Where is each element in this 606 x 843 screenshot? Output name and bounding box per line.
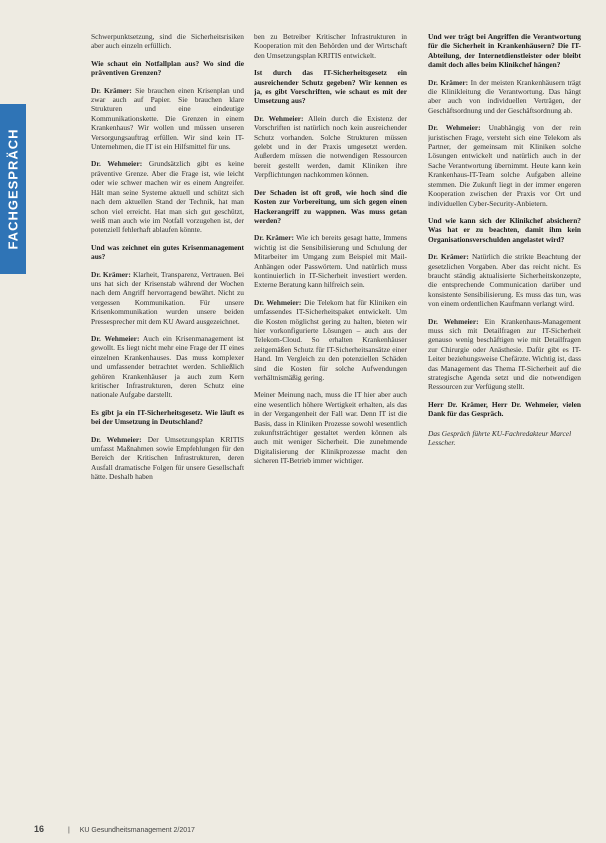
interview-question: Und was zeichnet ein gutes Krisenmanagement aus? [91, 242, 244, 262]
interview-question: Herr Dr. Krämer, Herr Dr. Wehmeier, vielen Dank für das Gespräch. [428, 399, 581, 419]
answer-text: Wie ich bereits gesagt hatte, Immens wichtig ist die Sensibilisierung und Schulung der Mitarbeiter im Umgang zum Beispiel mit Mail-Anhängen oder Passwörtern. Und natürlich muss kontinuierlich in IT-Sicherheit investiert werden. Externe Beratung kann hilfreich sein. [254, 233, 407, 290]
answer-text: Natürlich die strikte Beachtung der gesetzlichen Vorgaben. Aber das reicht nicht. Es braucht ständig aktualisierte Sicherheitskonzepte, die entsprechende Communication darüber und konsistente Sensibilisierung. Es muss das tun, was von einem ordentlichen Kaufmann verlangt wird. [428, 252, 581, 309]
interview-answer [428, 252, 581, 308]
interview-question: Wie schaut ein Notfallplan aus? Wo sind die präventiven Grenzen? [91, 58, 244, 78]
section-sidebar [0, 0, 36, 843]
interview-question: Und wer trägt bei Angriffen die Verantwortung für die Sicherheit in Krankenhäusern? Die IT-Abteilung, der Internetdienstleister oder bleibt damit doch alles beim Klinikchef hängen? [428, 32, 581, 70]
speaker-name: Dr. Krämer: [428, 77, 469, 87]
interview-answer [428, 317, 581, 392]
interview-answer [254, 32, 407, 60]
speaker-name: Dr. Krämer: [91, 85, 132, 95]
interview-answer [91, 334, 244, 400]
text-column-3 [428, 32, 581, 802]
interview-answer [91, 32, 244, 51]
answer-text: Allein durch die Existenz der Vorschriften ist natürlich noch kein ausreichender Schutz vorhanden. Solche Strukturen müssen gelebt und in der Praxis umgesetzt werden. Außerdem müssen die notwendigen Ressourcen bereit gestellt werden, damit Kliniken ihre Verpflichtungen nachkommen können. [254, 113, 407, 180]
speaker-name: Dr. Wehmeier: [428, 316, 479, 326]
answer-text: Unabhängig von der rein juristischen Frage, versteht sich eine Telekom als Partner, der gemeinsam mit Kliniken solche Lösungen entwickelt und natürlich auch in der Sache Verantwortung übernimmt. Heute kann kein Krankenhaus-IT-Team solche Aufgaben alleine stemmen. Die Zukunft liegt in der immer engeren Kooperation zwischen der Praxis vor Ort und individuellen Cyber-Security-Anbietern. [428, 123, 581, 208]
answer-text: Schwerpunktsetzung, sind die Sicherheitsrisiken aber auch einzeln erfüllich. [91, 32, 244, 51]
interview-question: Es gibt ja ein IT-Sicherheitsgesetz. Wie läuft es bei der Umsetzung in Deutschland? [91, 407, 244, 427]
answer-text: In der meisten Krankenhäusern trägt die Klinikleitung die Verantwortung. Das hängt aber auch von individuellen Verträgen, der Geschäftsordnung und der Geschäftsordnung ab. [428, 77, 581, 115]
interview-answer [254, 390, 407, 465]
section-label: FACHGESPRÄCH [5, 128, 21, 250]
text-column-1 [91, 32, 244, 802]
speaker-name: Dr. Krämer: [91, 269, 131, 279]
interview-question: Der Schaden ist oft groß, wie hoch sind die Kosten zur Vorbereitung, um sich gegen einen Hackerangriff zu wappnen. Was muss getan werden? [254, 187, 407, 225]
speaker-name: Dr. Wehmeier: [91, 333, 140, 343]
answer-text: Auch ein Krisenmanagement ist gewollt. Es liegt nicht mehr eine Frage der IT eines einzelnen Krankenhauses. Das muss komplexer und umfassender betrachtet werden. Schließlich gehören Krankenhäuser ja auch zum Kern kritischer Infrastrukturen, deren Schutz eine nationale Aufgabe darstellt. [91, 333, 244, 400]
answer-text: Sie brauchen einen Krisenplan und zwar auch auf Papier. Sie brauchen klare Strukturen und eine eindeutige Kommunikationskette. Die Grenzen in einem Krankenhaus? Wir wollen und müssen unseren Versorgungsauftrag erfüllen. Wir sind kein IT-Unternehmen, die IT ist ein Hilfsmittel für uns. [91, 85, 244, 152]
interview-answer [91, 159, 244, 234]
answer-text: Meiner Meinung nach, muss die IT hier aber auch eine wesentlich höhere Wertigkeit erhalten, als das in der Vergangenheit der Fall war. Denn IT ist die Basis, dass in Kliniken Prozesse sowohl wesentlich zukunftsträchtiger gestaltet werden können als auch mit weniger Sicherheit. Die zunehmende Digitalisierung der Klinikprozesse macht den sicheren IT-Betrieb immer wichtiger. [254, 390, 407, 466]
interview-answer [254, 233, 407, 289]
answer-text: Die Telekom hat für Kliniken ein umfassendes IT-Sicherheitspaket entwickelt. Um die Kosten möglichst gering zu halten, bieten wir hier vorkonfigurierte Lösungen – auch aus der Telekom-Cloud. So erhalten Krankenhäuser zeitgemäßen Schutz für IT-Sicherheitsansätze einer Hand. Im Vergleich zu den potenziellen Schäden sind die Kosten für solche Aufwendungen verhältnismäßig gering. [254, 297, 407, 382]
interview-answer [91, 86, 244, 152]
interview-question: Und wie kann sich der Klinikchef absichern? Was hat er zu beachten, damit ihm kein Organisationsverschulden angelastet wird? [428, 215, 581, 244]
speaker-name: Dr. Wehmeier: [428, 123, 481, 133]
answer-text: Ein Krankenhaus-Management muss sich mit Detailfragen zur IT-Sicherheit genauso wenig beschäftigen wie mit Detailfragen zur Chirurgie oder Anästhesie. Dafür gibt es IT-Leiter beziehungsweise Chefärzte. Wichtig ist, dass das Management das Thema IT-Sicherheit auf die strategische Agenda setzt und die notwendigen Ressourcen zur Verfügung stellt. [428, 316, 581, 392]
answer-text: ben zu Betreiber Kritischer Infrastrukturen in Kooperation mit den Behörden und der Wirtschaft den Umsetzungsplan KRITIS entwickelt. [254, 32, 407, 60]
interview-question: Ist durch das IT-Sicherheitsgesetz ein ausreichender Schutz gegeben? Wir kennen es ja, es gibt Vorschriften, wie schaut es mit der Umsetzung aus? [254, 68, 407, 106]
speaker-name: Dr. Krämer: [428, 252, 469, 262]
answer-text: Der Umsetzungsplan KRITIS umfasst Maßnahmen sowie Empfehlungen für den Bereich der Kritischen Infrastrukturen, deren Ausfall dramatische Folgen für unsere Gesellschaft hätte. Deshalb haben [91, 434, 244, 482]
interview-answer [428, 123, 581, 208]
text-column-2 [254, 32, 407, 802]
page-number: 16 [34, 824, 45, 834]
answer-text: Grundsätzlich gibt es keine präventive Grenze. Aber die Frage ist, wie leicht oder wie schwer machen wir es einem Angreifer. Hält man seine Systeme aktuell und schützt sich nach dem aktuellen Stand der Technik, hat man schon viel erreicht. Hat man sich gut geschützt, weiß man auch wie im Notfall vorzugehen ist, der potenziell fehlerhaft ablaufen könnte. [91, 159, 244, 235]
interview-answer [91, 435, 244, 482]
page-footer [34, 824, 195, 834]
speaker-name: Dr. Krämer: [254, 233, 294, 243]
interview-answer [91, 270, 244, 326]
speaker-name: Dr. Wehmeier: [91, 159, 143, 169]
footer-separator: | [67, 827, 70, 834]
speaker-name: Dr. Wehmeier: [254, 113, 304, 123]
interview-credit: Das Gespräch führte KU-Fachredakteur Marcel Lesscher. [428, 428, 572, 448]
interview-answer [254, 298, 407, 383]
speaker-name: Dr. Wehmeier: [254, 297, 302, 307]
speaker-name: Dr. Wehmeier: [91, 434, 142, 444]
publication-name: KU Gesundheitsmanagement 2/2017 [79, 827, 195, 834]
interview-answer [428, 78, 581, 116]
answer-text: Klarheit, Transparenz, Vertrauen. Bei uns hat sich der Krisenstab während der Wochen nach dem Angriff hervorragend bewährt. Nicht zu vergessen Kommunikation. Für unsere Krisenkommunikation wurden unsere beiden Pressesprecher mit dem KU Award ausgezeichnet. [91, 269, 244, 326]
interview-answer [254, 114, 407, 180]
